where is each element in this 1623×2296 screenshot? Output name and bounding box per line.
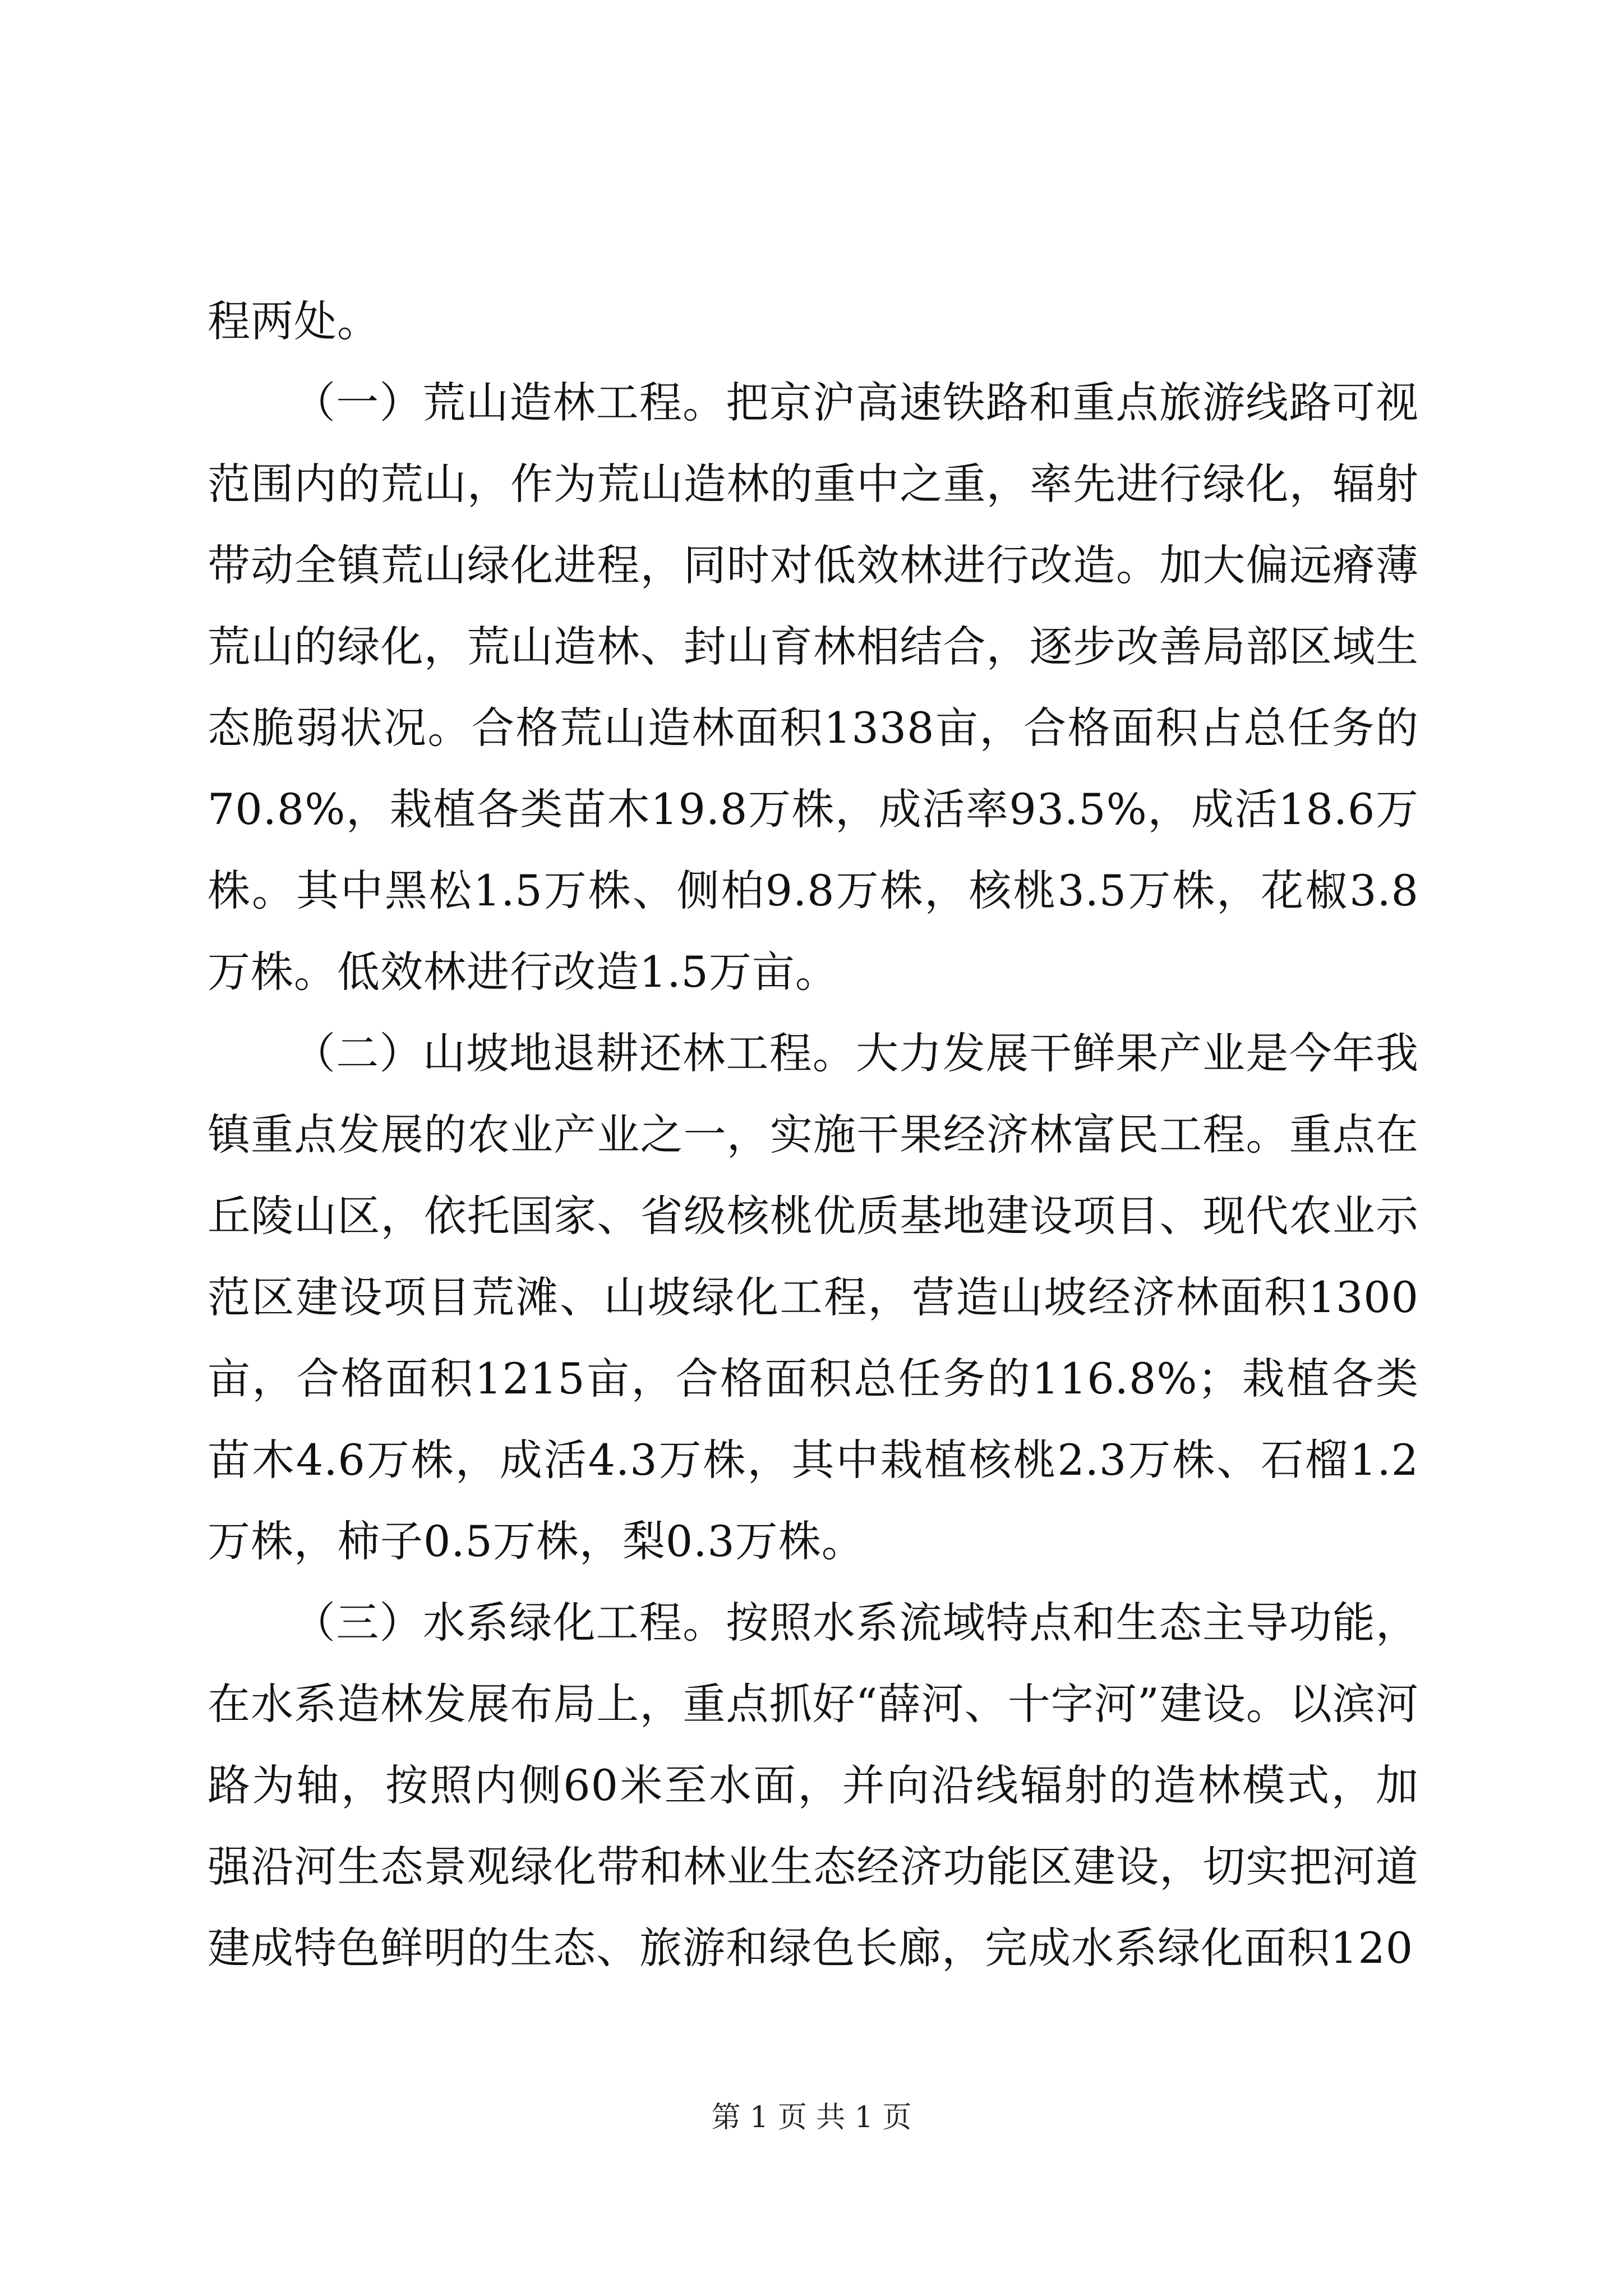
paragraph-slope-land-reforestation: （二）山坡地退耕还林工程。大力发展干鲜果产业是今年我镇重点发展的农业产业之一，实施干果经济林富民工程。重点在丘陵山区，依托国家、省级核桃优质基地建设项目、现代农业示范区建设项目荒滩、山坡绿化工程，营造山坡经济林面积1300亩，合格面积1215亩，合格面积总任务的116.8%；栽植各类苗木4.6万株，成活4.3万株，其中栽植核桃2.3万株、石榴1.2万株，柿子0.5万株，梨0.3万株。 <box>208 1028 1419 1566</box>
page-footer: 第 1 页 共 1 页 <box>711 2101 912 2134</box>
paragraph-water-system-greening: （三）水系绿化工程。按照水系流域特点和生态主导功能，在水系造林发展布局上，重点抓好“薛河、十字河”建设。以滨河路为轴，按照内侧60米至水面，并向沿线辐射的造林模式，加强沿河生态景观绿化带和林业生态经济功能区建设，切实把河道建成特色鲜明的生态、旅游和绿色长廊，完成水系绿化面积120 <box>208 1598 1419 1973</box>
document-body <box>208 280 1419 1989</box>
paragraph-barren-hill-afforestation: （一）荒山造林工程。把京沪高速铁路和重点旅游线路可视范围内的荒山，作为荒山造林的重中之重，率先进行绿化，辐射带动全镇荒山绿化进程，同时对低效林进行改造。加大偏远瘠薄荒山的绿化，荒山造林、封山育林相结合，逐步改善局部区域生态脆弱状况。合格荒山造林面积1338亩，合格面积占总任务的70.8%，栽植各类苗木19.8万株，成活率93.5%，成活18.6万株。其中黑松1.5万株、侧柏9.8万株，核桃3.5万株，花椒3.8万株。低效林进行改造1.5万亩。 <box>208 378 1419 997</box>
paragraph-continuation: 程两处。 <box>208 296 380 346</box>
